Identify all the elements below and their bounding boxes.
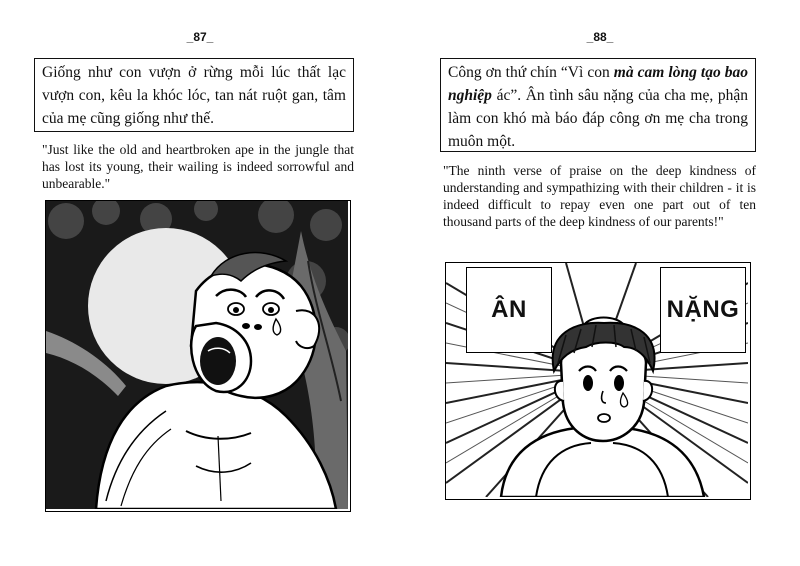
sign-an-label: ÂN: [491, 296, 527, 323]
vietnamese-caption-left: [34, 58, 354, 132]
sign-an: [466, 267, 552, 353]
page-number-right: _88_: [586, 30, 614, 44]
ape-illustration: [45, 200, 351, 512]
vietnamese-text-right-emphasis: mà cam lòng tạo bao nghiệp: [448, 64, 749, 104]
ape-drawing: [46, 201, 348, 509]
vietnamese-text-right-intro: Công ơn thứ chín “Vì con: [448, 64, 614, 81]
vietnamese-text-left: Giống như con vượn ở rừng mỗi lúc thất lạc vượn con, kêu la khóc lóc, tan nát ruột gan, tâm của mẹ cũng giống như thế.: [42, 64, 346, 127]
english-caption-left: "Just like the old and heartbroken ape in the jungle that has lost its young, their wailing is indeed sorrowful and unbearable.": [42, 142, 354, 191]
child-illustration: [445, 262, 751, 500]
sign-nang-label: NẶNG: [666, 296, 740, 323]
vietnamese-text-right-rest: ác”. Ân tình sâu nặng của cha mẹ, phận làm con khó mà báo đáp công ơn mẹ cha trong muôn một.: [448, 87, 748, 150]
vietnamese-caption-right: [440, 58, 756, 152]
page-number-left: _87_: [186, 30, 214, 44]
english-caption-right: "The ninth verse of praise on the deep kindness of understanding and sympathizing with their children - it is indeed difficult to repay even one part out of ten thousand parts of the deep kindness of our parents!": [443, 163, 756, 229]
right-page: [400, 0, 800, 566]
sign-nang: [660, 267, 746, 353]
